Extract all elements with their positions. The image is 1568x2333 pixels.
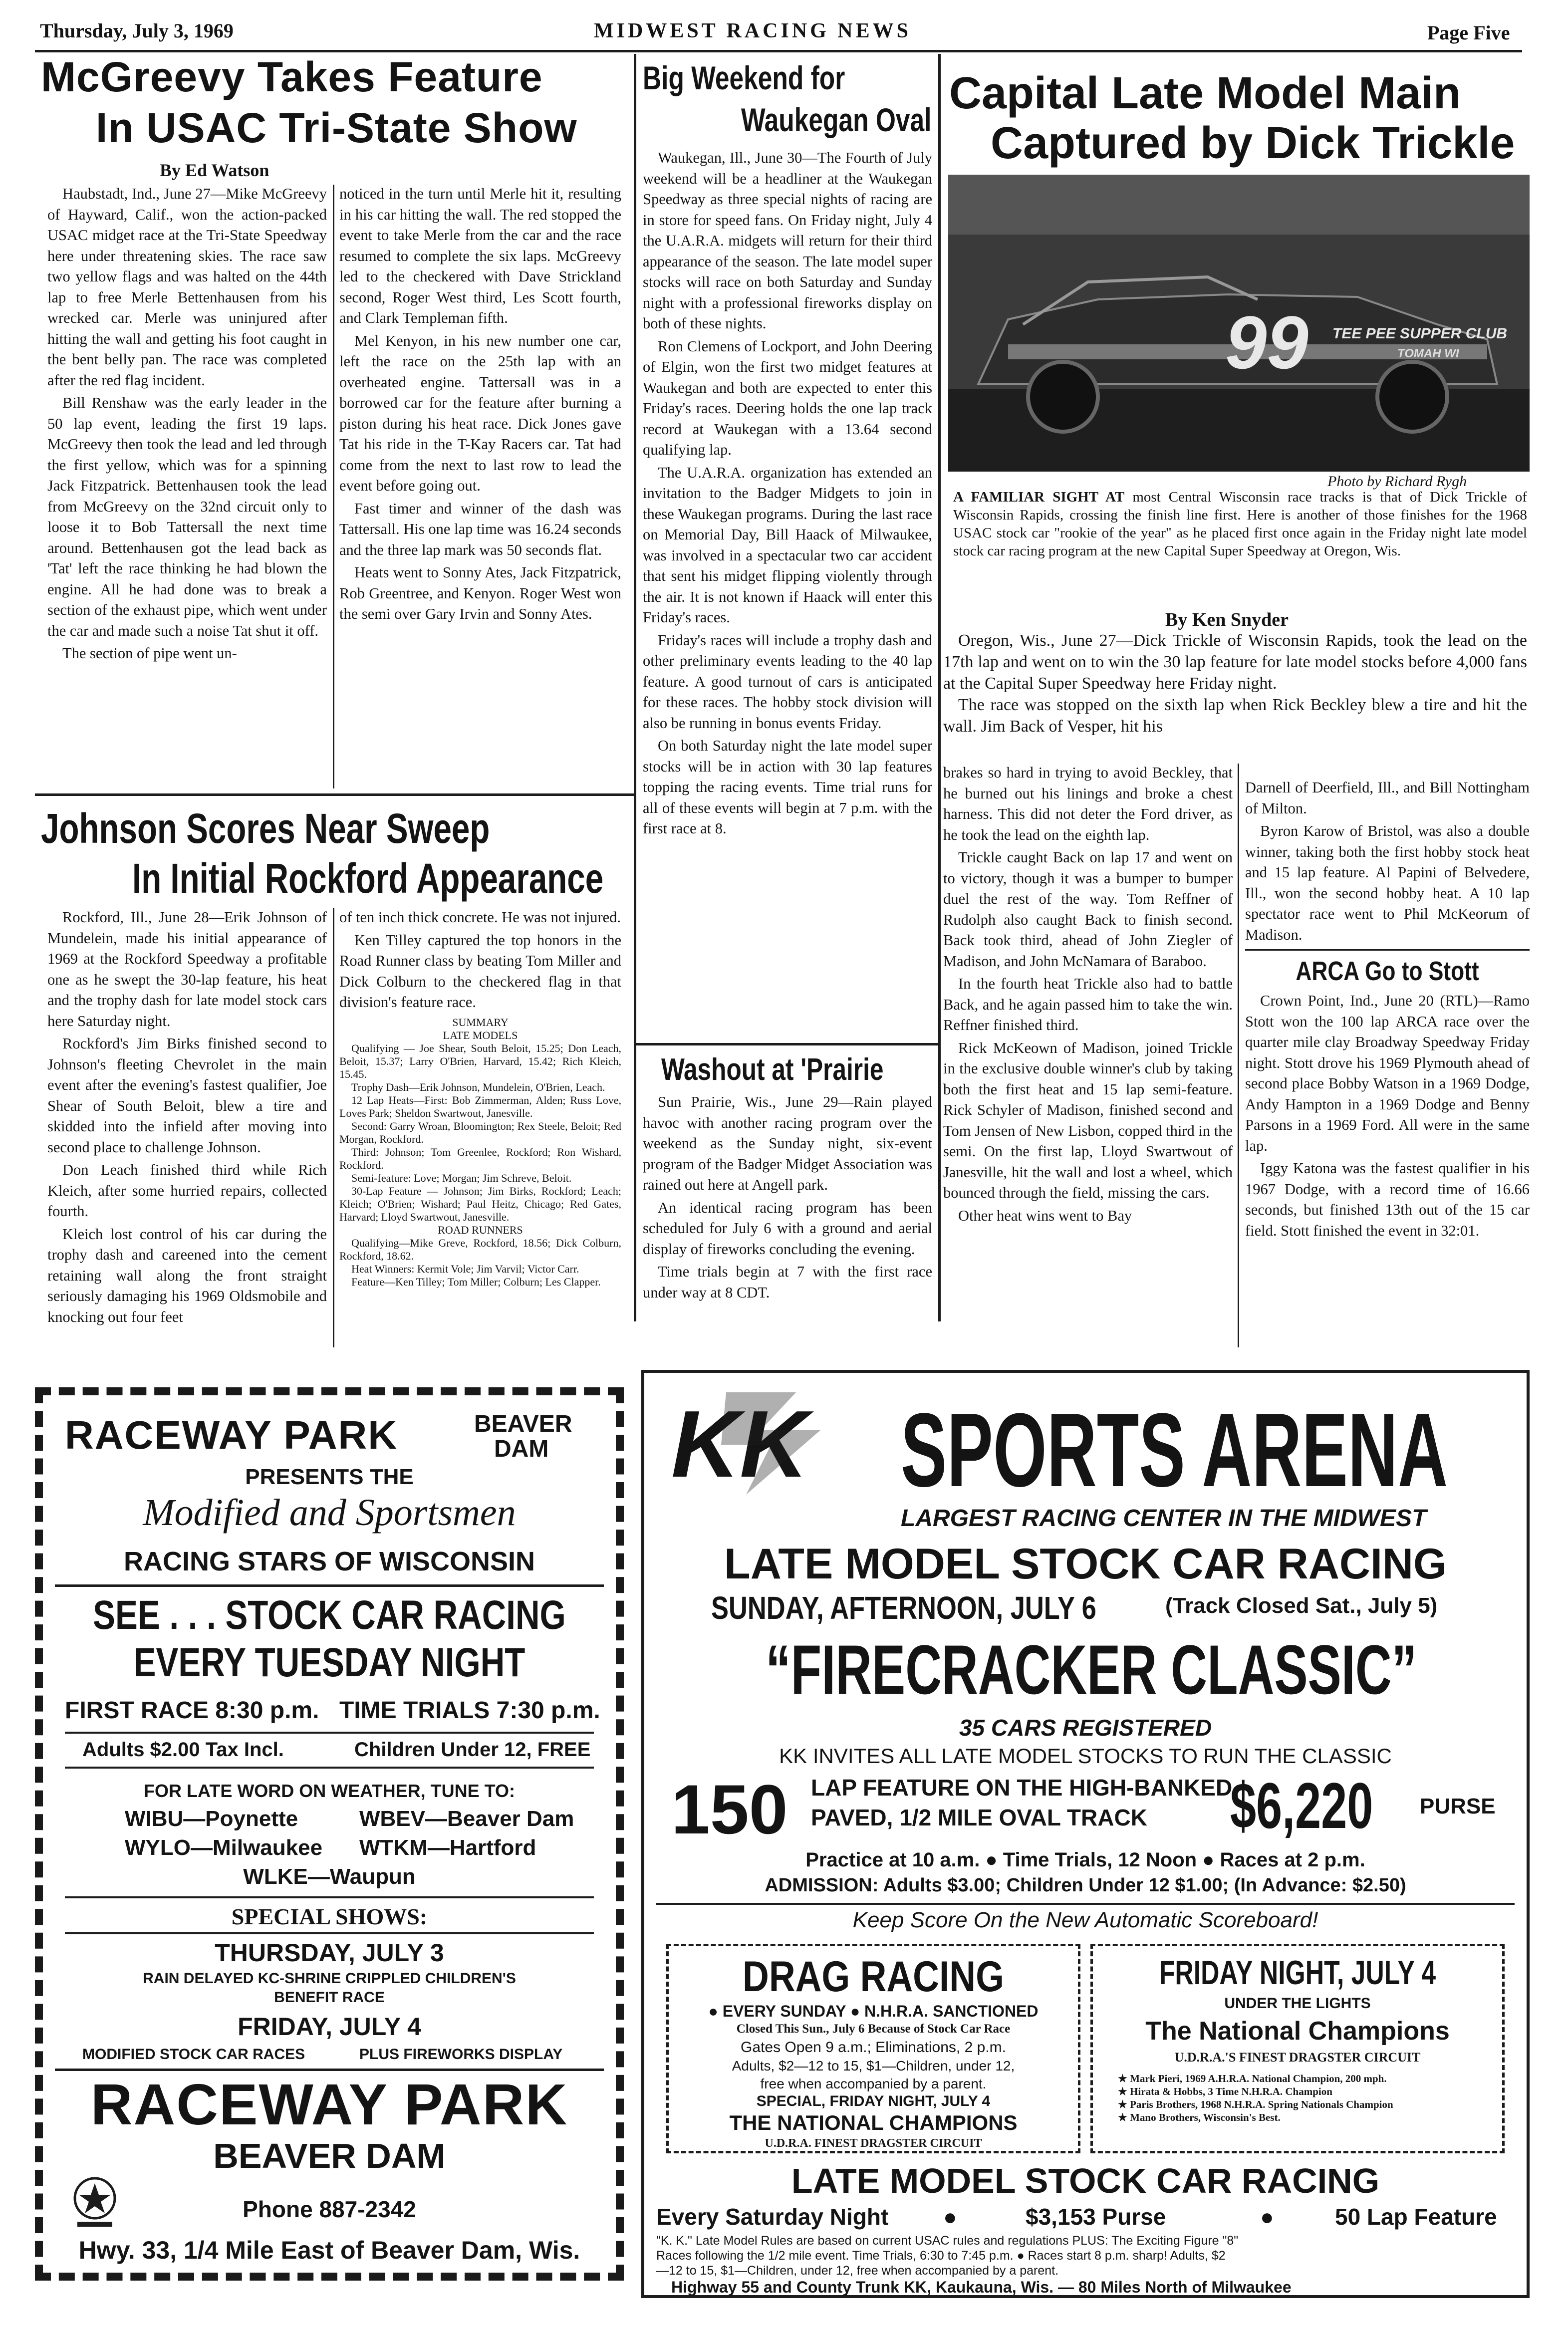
summary-line: 30-Lap Feature — Johnson; Jim Birks, Rockford; Leach; Kleich; O'Brien; Wishard; Paul Heitz, Chicago; Red Gates, Harvard; Lloyd Swartwout, Janesville. xyxy=(339,1184,621,1223)
headline-waukegan-line2: Waukegan Oval xyxy=(741,101,932,138)
kk-title: SPORTS ARENA xyxy=(901,1391,1448,1509)
column-rule xyxy=(1238,764,1239,1347)
masthead-date: Thursday, July 3, 1969 xyxy=(40,19,234,42)
photo-credit: Photo by Richard Rygh xyxy=(1327,473,1467,490)
ad-divider xyxy=(65,1932,594,1934)
raceway-adults-price: Adults $2.00 Tax Incl. xyxy=(82,1739,284,1761)
article-paragraph: Rockford, Ill., June 28—Erik Johnson of Mundelein, made his initial appearance of 1969 at the Rockford Speedway a profitable one as he swept the 30-lap feature, his heat and the trophy dash for late model stock cars here Saturday night. xyxy=(47,909,327,1030)
raceway-see-line2: EVERY TUESDAY NIGHT xyxy=(133,1640,525,1685)
article-paragraph: On both Saturday night the late model super stocks will be in action with 30 lap features topping the racing events. Time trial runs for all of these events will begin at 7 p.m. with the first race at 8. xyxy=(643,737,932,837)
article-paragraph: In the fourth heat Trickle also had to battle Back, and he again passed him to take the win. Reffner finished third. xyxy=(943,975,1233,1034)
radio-station: WIBU—Poynette xyxy=(125,1807,298,1831)
kk-sunday: SUNDAY, AFTERNOON, JULY 6 xyxy=(711,1590,1096,1626)
kk-oval-track: PAVED, 1/2 MILE OVAL TRACK xyxy=(811,1805,1147,1830)
column-rule xyxy=(333,185,334,788)
friday-night-item: ★ Paris Brothers, 1968 N.H.R.A. Spring Nationals Champion xyxy=(1118,2098,1393,2110)
raceway-weather: FOR LATE WORD ON WEATHER, TUNE TO: xyxy=(144,1781,515,1801)
kk-logo: KK xyxy=(671,1391,808,1497)
race-car-photo xyxy=(948,175,1530,472)
headline-arca: ARCA Go to Stott xyxy=(1296,956,1479,986)
raceway-big-title: RACEWAY PARK xyxy=(90,2072,568,2137)
article-paragraph: Ron Clemens of Lockport, and John Deering of Elgin, won the first two midget features at Waukegan and both are expected to enter this Friday's races. Deering holds the one lap track record at Waukegan with a 13.64 second qualifying lap. xyxy=(643,337,932,458)
masthead-rule xyxy=(35,50,1522,52)
article-paragraph: Iggy Katona was the fastest qualifier in his 1967 Dodge, with a record time of 16.66 seconds, but finished 13th out of the 15 car field. Stott finished the event in 32:01. xyxy=(1245,1160,1530,1239)
raceway-see-line1: SEE . . . STOCK CAR RACING xyxy=(93,1592,566,1638)
drag-racing-box xyxy=(666,1944,1080,2153)
friday-night-item: ★ Mano Brothers, Wisconsin's Best. xyxy=(1118,2111,1281,2123)
article-paragraph: Waukegan, Ill., June 30—The Fourth of July weekend will be a headliner at the Waukegan Speedway as three special nights of racing are in store for speed fans. On Friday night, July 4 the U.A.R.A. midgets will return for their third appearance of the season. The late model super stocks will race on both Saturday and Sunday night with a professional fireworks display on both of these nights. xyxy=(643,149,932,332)
summary-title: SUMMARY xyxy=(452,1016,509,1029)
article-paragraph: Crown Point, Ind., June 20 (RTL)—Ramo Stott won the 100 lap ARCA race over the quarter mile clay Broadway Speedway Friday night. Stott drove his 1969 Plymouth ahead of second place Bobby Watson in a 1969 Dodge, Andy Hampton in a 1969 Dodge and Benny Parsons in a 1969 Ford. All were in the same lap. xyxy=(1245,992,1530,1154)
friday-night-champions: The National Champions xyxy=(1145,2017,1450,2046)
ad-divider xyxy=(65,1732,594,1734)
masthead-page: Page Five xyxy=(1427,21,1510,44)
radio-station: WLKE—Waupun xyxy=(243,1864,416,1889)
summary-line: Qualifying — Joe Shear, South Beloit, 15.25; Don Leach, Beloit, 15.37; Larry O'Brien, Harvard, 15.42; Rich Kleich, 15.45. xyxy=(339,1041,621,1080)
article-column xyxy=(943,763,1233,1228)
ad-raceway-park xyxy=(35,1387,624,2281)
summary-line: Second: Garry Wroan, Bloomington; Rex Steele, Beloit; Red Morgan, Rockford. xyxy=(339,1119,621,1145)
drag-racing-title: DRAG RACING xyxy=(743,1953,1004,2001)
kk-purse-label: PURSE xyxy=(1420,1794,1496,1818)
kk-rules-line: —12 to 15, $1—Children, under 12, free when accompanied by a parent. xyxy=(656,2264,1059,2278)
friday-night-box xyxy=(1090,1944,1505,2153)
kk-tagline: LARGEST RACING CENTER IN THE MIDWEST xyxy=(901,1505,1427,1532)
friday-night-item: ★ Mark Pieri, 1969 A.H.R.A. National Champion, 200 mph. xyxy=(1118,2073,1387,2084)
photo-caption-text: most Central Wisconsin race tracks is that of Dick Trickle of Wisconsin Rapids, crossing the finish line first. Here is another of those finishes for the 1968 USAC stock car "rookie of the year" as he placed first once again in the Friday night late model stock car racing program at the new Capital Super Speedway at Oregon, Wis. xyxy=(953,489,1528,559)
raceway-stars: RACING STARS OF WISCONSIN xyxy=(123,1547,535,1576)
article-paragraph: Time trials begin at 7 with the first race under way at 8 CDT. xyxy=(643,1263,932,1301)
summary-line: 12 Lap Heats—First: Bob Zimmerman, Alden; Russ Love, Loves Park; Sheldon Swartwout, Janesville. xyxy=(339,1093,621,1119)
article-paragraph: The U.A.R.A. organization has extended an invitation to the Badger Midgets to join in these Waukegan programs. During the last race on Memorial Day, Bill Haack of Milwaukee, was involved in a spectacular two car accident that sent his midget flipping violently through the air. It is not known if Haack will enter this Friday's races. xyxy=(643,464,932,626)
article-paragraph: noticed in the turn until Merle hit it, resulting in his car hitting the wall. The red stopped the event to take Merle from the car and the race resumed to complete the six laps. McGreevy led to the checkered with Dave Strickland second, Roger West third, Les Scott fourth, and Clark Templeman fifth. xyxy=(339,185,621,326)
kk-address: Highway 55 and County Trunk KK, Kaukauna, Wis. — 80 Miles North of Milwaukee xyxy=(671,2278,1292,2296)
drag-racing-line: SPECIAL, FRIDAY NIGHT, JULY 4 xyxy=(756,2093,991,2109)
kk-rules xyxy=(656,2233,1520,2278)
raceway-first-race: FIRST RACE 8:30 p.m. xyxy=(65,1697,319,1724)
car-sponsor-text: TEE PEE SUPPER CLUB xyxy=(1332,325,1508,342)
headline-mcgreevy-line2: In USAC Tri-State Show xyxy=(96,104,577,151)
bullet-icon: ● xyxy=(1260,2204,1274,2230)
article-paragraph: Byron Karow of Bristol, was also a double winner, taking both the first hobby stock heat and 15 lap feature. Al Papini of Belvedere, Ill., won the second hobby heat. A 10 lap spectator race went to Phil McKeorum of Madison. xyxy=(1245,822,1530,943)
article-paragraph: Bill Renshaw was the early leader in the 50 lap event, leading the first 19 laps. McGreevy then took the lead and led through the first yellow, which was for a spinning Jack Fitzpatrick. Bettenhausen took the lead from McGreevy on the 32nd circuit only to loose it to Bob Tattersall the next time around. Bettenhausen got the lead back as 'Tat' left the race thinking he had blown the engine. All he had done was to break a section of the exhaust pipe, which went under the car and made such a noise Tat shut it off. xyxy=(47,394,327,639)
raceway-thursday-desc2: BENEFIT RACE xyxy=(274,1989,385,2006)
car-number: 99 xyxy=(1225,300,1308,384)
kk-cars-registered: 35 CARS REGISTERED xyxy=(959,1715,1212,1741)
kk-purse-amount: $6,220 xyxy=(1230,1769,1373,1842)
drag-racing-line: ● EVERY SUNDAY ● N.H.R.A. SANCTIONED xyxy=(708,2002,1039,2020)
article-paragraph: Heats went to Sonny Ates, Jack Fitzpatrick, Rob Greentree, and Kenyon. Roger West won the semi over Gary Irvin and Sonny Ates. xyxy=(339,564,621,622)
section-rule xyxy=(35,793,634,796)
headline-trickle-line1: Capital Late Model Main xyxy=(949,68,1461,118)
kk-rules-line: Races following the 1/2 mile event. Time Trials, 6:30 to 7:45 p.m. ● Races start 8 p.m. sharp! Adults, $2 xyxy=(656,2249,1226,2263)
article-lead xyxy=(943,630,1527,737)
kk-bottom-title: LATE MODEL STOCK CAR RACING xyxy=(791,2161,1380,2200)
kk-scoreboard: Keep Score On the New Automatic Scoreboard! xyxy=(852,1908,1318,1932)
bullet-icon: ● xyxy=(943,2204,957,2230)
friday-night-title: FRIDAY NIGHT, JULY 4 xyxy=(1159,1954,1436,1992)
article-paragraph: Sun Prairie, Wis., June 29—Rain played havoc with another racing program over the weekend as the Sunday night, six-event program of the Badger Midget Association was rained out here at Angell park. xyxy=(643,1093,932,1193)
kk-invite: KK INVITES ALL LATE MODEL STOCKS TO RUN THE CLASSIC xyxy=(779,1744,1392,1768)
column-rule xyxy=(938,54,941,1321)
kk-practice: Practice at 10 a.m. ● Time Trials, 12 Noon ● Races at 2 p.m. xyxy=(805,1849,1365,1871)
article-column xyxy=(47,907,327,1329)
raceway-phone: Phone 887-2342 xyxy=(243,2196,416,2222)
summary-line: Semi-feature: Love; Morgan; Jim Schreve, Beloit. xyxy=(351,1171,572,1184)
article-paragraph: Mel Kenyon, in his new number one car, left the race on the 25th lap with an overheated engine. Tattersall was in a borrowed car for the feature after burning a piston during his heat race. Dick Jones gave Tat his ride in the T-Kay Racers car. Tat had come from the next to last row to lead the event before going out. xyxy=(339,332,621,494)
raceway-friday-desc2: PLUS FIREWORKS DISPLAY xyxy=(359,2046,563,2063)
article-paragraph: Other heat wins went to Bay xyxy=(958,1207,1132,1224)
article-paragraph: Trickle caught Back on lap 17 and went on to victory, though it was a bumper to bumper duel the rest of the way. Tom Reffner of Rudolph also caught Back to finish second. Back took third, ahead of John Ziegler of Madison, and John McNamara of Baraboo. xyxy=(943,849,1233,970)
ad-kk-sports-arena xyxy=(641,1370,1530,2298)
article-paragraph: The race was stopped on the sixth lap when Rick Beckley blew a tire and hit the wall. Jim Back of Vesper, hit his xyxy=(943,696,1527,736)
sanction-badge-icon xyxy=(70,2176,120,2231)
raceway-title-dam: DAM xyxy=(494,1436,549,1462)
section-rule xyxy=(636,1043,938,1045)
article-paragraph: Fast timer and winner of the dash was Tattersall. His one lap time was 16.24 seconds and the three lap mark was 50 seconds flat. xyxy=(339,500,621,558)
drag-racing-line: free when accompanied by a parent. xyxy=(760,2076,987,2091)
raceway-thursday: THURSDAY, JULY 3 xyxy=(215,1939,444,1967)
friday-night-circuit: U.D.R.A.'S FINEST DRAGSTER CIRCUIT xyxy=(1174,2050,1421,2065)
radio-station: WBEV—Beaver Dam xyxy=(359,1807,574,1831)
drag-racing-circuit: U.D.R.A. FINEST DRAGSTER CIRCUIT xyxy=(765,2137,982,2150)
summary-subtitle: ROAD RUNNERS xyxy=(438,1223,523,1236)
summary-line: Third: Johnson; Tom Greenlee, Rockford; Ron Wishard, Rockford. xyxy=(339,1145,621,1171)
article-paragraph: Oregon, Wis., June 27—Dick Trickle of Wisconsin Rapids, took the lead on the 17th lap and went on to win the 30 lap feature for late model stocks before 4,000 fans at the Capital Super Speedway here Friday night. xyxy=(943,631,1527,693)
article-column xyxy=(643,1092,932,1305)
article-paragraph: Don Leach finished third while Rich Kleich, after some hurried repairs, collected fourth. xyxy=(47,1161,327,1220)
headline-johnson-line1: Johnson Scores Near Sweep xyxy=(41,805,490,852)
section-rule xyxy=(1245,949,1530,951)
raceway-title: RACEWAY PARK xyxy=(65,1413,398,1457)
drag-racing-line: Adults, $2—12 to 15, $1—Children, under 12, xyxy=(732,2058,1015,2074)
headline-mcgreevy-line1: McGreevy Takes Feature xyxy=(41,53,543,100)
ad-divider xyxy=(656,1903,1515,1905)
drag-racing-line: Closed This Sun., July 6 Because of Stock Car Race xyxy=(736,2022,1011,2036)
friday-night-sub: UNDER THE LIGHTS xyxy=(1224,1995,1371,2012)
ad-divider xyxy=(55,1584,604,1587)
raceway-thursday-desc: RAIN DELAYED KC-SHRINE CRIPPLED CHILDREN'S xyxy=(143,1970,516,1987)
headline-johnson-line2: In Initial Rockford Appearance xyxy=(132,855,604,902)
article-paragraph: of ten inch thick concrete. He was not injured. xyxy=(339,909,621,926)
masthead-title: MIDWEST RACING NEWS xyxy=(594,19,911,42)
article-paragraph: Friday's races will include a trophy dash and other preliminary events leading to the 40 lap feature. A good turnout of cars is anticipated for these races. The hobby stock division will also be running in bonus events Friday. xyxy=(643,631,932,732)
headline-trickle-line2: Captured by Dick Trickle xyxy=(991,118,1515,168)
ad-divider xyxy=(65,1767,594,1769)
byline: By Ken Snyder xyxy=(1165,609,1289,630)
kk-rules-line: "K. K." Late Model Rules are based on current USAC rules and regulations PLUS: The Exciting Figure "8" xyxy=(656,2234,1239,2248)
article-column xyxy=(339,907,621,1289)
kk-lap-feature: LAP FEATURE ON THE HIGH-BANKED, xyxy=(811,1775,1239,1801)
article-paragraph: Ken Tilley captured the top honors in the Road Runner class by beating Tom Miller and Dick Colburn to the checkered flag in that division's feature race. xyxy=(339,931,621,1011)
headline-washout: Washout at 'Prairie xyxy=(661,1052,884,1087)
photo-caption xyxy=(953,488,1527,560)
column-rule xyxy=(634,54,636,1321)
raceway-script: Modified and Sportsmen xyxy=(143,1492,516,1534)
kk-admission: ADMISSION: Adults $3.00; Children Under 12 $1.00; (In Advance: $2.50) xyxy=(765,1875,1406,1896)
article-column xyxy=(643,148,932,841)
summary-subtitle: LATE MODELS xyxy=(443,1029,518,1041)
friday-night-list xyxy=(1118,2072,1487,2124)
raceway-special-shows: SPECIAL SHOWS: xyxy=(231,1904,428,1929)
article-paragraph: The section of pipe went un- xyxy=(62,645,237,662)
kk-laps-number: 150 xyxy=(671,1770,788,1848)
article-paragraph: Darnell of Deerfield, Ill., and Bill Nottingham of Milton. xyxy=(1245,779,1530,817)
kk-saturday-purse: $3,153 Purse xyxy=(1026,2204,1166,2230)
article-paragraph: Kleich lost control of his car during the trophy dash and careened into the cement retaining wall along the front straight seriously damaging his 1969 Oldsmobile and knocking out four feet xyxy=(47,1225,327,1325)
article-paragraph: Rick McKeown of Madison, joined Trickle in the exclusive double winner's club by taking both the first heat and 15 lap semi-feature. Rick Schyler of Madison, finished second and Tom Jensen of New Lisbon, copped third in the semi. On the first lap, Lloyd Swartwout of Janesville, hit the wall and lost a wheel, which bounced through the field, missing the cars. xyxy=(943,1039,1233,1201)
kk-track-closed: (Track Closed Sat., July 5) xyxy=(1165,1593,1438,1618)
article-column xyxy=(339,184,621,627)
article-paragraph: Rockford's Jim Birks finished second to Johnson's fleeting Chevrolet in the main event after the evening's fastest qualifier, Joe Shear of South Beloit, blew a tire and skidded into the infield after moving into second place to challenge Johnson. xyxy=(47,1035,327,1156)
summary-line: Qualifying—Mike Greve, Rockford, 18.56; Dick Colburn, Rockford, 18.62. xyxy=(339,1236,621,1262)
article-paragraph: brakes so hard in trying to avoid Beckley, that he burned out his linings and broke a chest harness. This did not deter the Ford driver, as he took the lead on the eighth lap. xyxy=(943,764,1233,843)
drag-racing-champions: THE NATIONAL CHAMPIONS xyxy=(729,2111,1018,2134)
summary-line: Feature—Ken Tilley; Tom Miller; Colburn; Les Clapper. xyxy=(351,1275,601,1288)
raceway-presents: PRESENTS THE xyxy=(245,1465,414,1489)
photo-caption-lead: A FAMILIAR SIGHT AT xyxy=(953,489,1125,505)
raceway-friday-desc1: MODIFIED STOCK CAR RACES xyxy=(82,2046,305,2063)
ad-divider xyxy=(65,1896,594,1898)
summary-line: Heat Winners: Kermit Vole; Jim Varvil; Victor Carr. xyxy=(351,1262,579,1275)
raceway-big-subtitle: BEAVER DAM xyxy=(213,2136,446,2175)
raceway-children-price: Children Under 12, FREE xyxy=(354,1739,591,1761)
kk-every-saturday: Every Saturday Night xyxy=(656,2204,889,2230)
article-column xyxy=(47,184,327,666)
raceway-address: Hwy. 33, 1/4 Mile East of Beaver Dam, Wis. xyxy=(78,2236,580,2264)
article-column xyxy=(1245,778,1530,1243)
article-paragraph: Haubstadt, Ind., June 27—Mike McGreevy of Hayward, Calif., won the action-packed USAC midget race at the Tri-State Speedway here under threatening skies. The race saw two yellow flags and was halted on the 44th lap to free Merle Bettenhausen from his wrecked car. Merle was uninjured after hitting the wall and getting his foot caught in the bent belly pan. The race was completed after the red flag incident. xyxy=(47,185,327,389)
radio-station: WTKM—Hartford xyxy=(359,1835,536,1860)
raceway-time-trials: TIME TRIALS 7:30 p.m. xyxy=(339,1697,600,1724)
drag-racing-line: Gates Open 9 a.m.; Eliminations, 2 p.m. xyxy=(741,2039,1006,2056)
column-rule xyxy=(333,908,334,1347)
kk-lap-feature-50: 50 Lap Feature xyxy=(1335,2204,1497,2230)
byline: By Ed Watson xyxy=(160,160,269,180)
article-paragraph: An identical racing program has been scheduled for July 6 with a ground and aerial display of fireworks concluding the evening. xyxy=(643,1199,932,1258)
raceway-title-beaver: BEAVER xyxy=(474,1411,572,1437)
summary-line: Trophy Dash—Erik Johnson, Mundelein, O'Brien, Leach. xyxy=(351,1080,605,1093)
radio-station: WYLO—Milwaukee xyxy=(125,1835,323,1860)
kk-firecracker-classic: “FIRECRACKER CLASSIC” xyxy=(766,1630,1417,1709)
friday-night-item: ★ Hirata & Hobbs, 3 Time N.H.R.A. Champion xyxy=(1118,2085,1332,2097)
kk-late-model: LATE MODEL STOCK CAR RACING xyxy=(724,1540,1447,1588)
car-sponsor-text-2: TOMAH WI xyxy=(1397,347,1459,360)
headline-waukegan-line1: Big Weekend for xyxy=(643,59,845,96)
kk-lightning-icon xyxy=(671,1390,881,1500)
raceway-friday: FRIDAY, JULY 4 xyxy=(238,2013,421,2041)
